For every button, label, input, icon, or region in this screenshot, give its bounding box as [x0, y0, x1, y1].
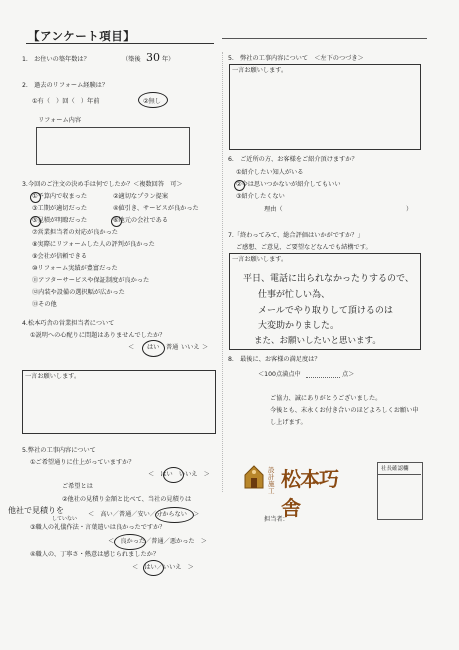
q6-opt1: ①紹介したい知人がいる	[236, 169, 304, 176]
q3-item: ⑬その他	[32, 301, 57, 308]
q5-label: 5.弊社の工事内容について	[22, 447, 96, 454]
q3-item: ③工期が適切だった	[32, 205, 88, 212]
q7-hand-line: 大変助かりました。	[258, 321, 340, 331]
q3-item: ①予算内で収まった	[32, 193, 88, 200]
q8-label: 8. 最後に、お客様の満足度は？	[228, 356, 321, 363]
q5-hand-note-2: していない	[52, 516, 78, 522]
q2-content-label: リフォーム内容	[38, 117, 82, 124]
thanks-line: ご協力、誠にありがとうございました。	[270, 395, 382, 402]
q3-item: ⑨会社が信頼できる	[32, 253, 88, 260]
q4-box-label: 一言お願いします。	[25, 373, 81, 380]
house-icon	[243, 464, 265, 490]
q7-box-label: 一言お願いします。	[232, 256, 288, 263]
q4-yes-circle	[142, 340, 165, 357]
stamp-label: 社長確認欄	[381, 466, 409, 472]
q3-item: ⑪アフターサービスや保証制度が良かった	[32, 277, 150, 284]
q6-opt2: ②今は思いつかないが紹介してもいい	[236, 181, 341, 188]
header-rule	[222, 38, 427, 39]
q2-option-no: ②無し	[143, 98, 161, 105]
q3-item: ⑦営業担当者の対応が良かった	[32, 229, 118, 236]
q7-hand-line: 平日、電話に出られなかったりするので、	[243, 274, 414, 284]
q5-s2: ご希望とは	[62, 483, 93, 490]
q8-score-unit: 点＞	[342, 371, 355, 378]
q3-circle-5	[30, 216, 41, 227]
r-q5-box-label: 一言お願いします。	[232, 67, 288, 74]
q7-hand-line: 仕事が忙しい為、	[258, 290, 331, 300]
q3-item: ⑥地元の会社である	[113, 217, 169, 224]
q3-circle-6	[111, 216, 122, 227]
q6-circle-2	[234, 180, 245, 191]
q6-label: 6. ご近所の方、お客様をご紹介頂けますか？	[228, 156, 358, 163]
title-underline	[26, 43, 214, 44]
q3-item: ⑫内装や設備の選択幅が広かった	[32, 289, 125, 296]
q4-open-bracket: ＜	[128, 344, 135, 351]
q2-selected-circle	[138, 92, 168, 108]
q6-opt3: ③紹介したくない	[236, 193, 285, 200]
q4-label: 4.松本巧舎の営業担当者について	[22, 320, 115, 327]
q3-item: ⑩リフォーム実績が豊富だった	[32, 265, 118, 272]
q5-s5-opts: ＜ はい／いいえ ＞	[132, 564, 194, 571]
q3-label: 3.今回のご注文の決め手は何でしたか？＜複数回答 可＞	[22, 181, 183, 188]
q5-hand-note-1: 他社で見積りを	[8, 506, 64, 515]
q4-sub: ①説明への心配りに問題はありませんでしたか？	[30, 332, 166, 339]
q3-item: ⑧実際にリフォームした人の評判が良かった	[32, 241, 155, 248]
q5-s3: ②他社の見積り金額と比べて、当社の見積りは	[62, 496, 192, 503]
q5-s5-circle	[143, 560, 164, 576]
q7-hand-line: また、お願いしたいと思います。	[254, 336, 381, 346]
q2-content-box	[36, 127, 190, 165]
q7-sub: ご感想、ご意見、ご要望などなんでも結構です。	[236, 244, 372, 251]
q5-s1-opts: ＜ はい いいえ ＞	[148, 471, 210, 478]
thanks-line: し上げます。	[270, 419, 307, 426]
q8-score-label: ＜100点満点中	[258, 371, 301, 378]
q3-circle-1	[30, 192, 41, 203]
q7-hand-line: メールでやり取りして頂けるのは	[258, 306, 393, 316]
q3-item: ⑤見積が明瞭だった	[32, 217, 88, 224]
column-divider	[222, 52, 223, 492]
q2-option-yes: ①有（ ）回（ ）年前	[32, 98, 100, 105]
r-q5-comment-box	[229, 64, 421, 150]
q3-item: ②適切なプラン提案	[113, 193, 169, 200]
q5-s4: ③職人の礼儀作法・言葉遣いは良かったですか？	[30, 524, 166, 531]
thanks-line: 今後とも、末永くお付き合いのほどよろしくお願い申	[270, 407, 419, 414]
q4-no: いいえ	[181, 344, 200, 351]
q3-item: ④値引き、サービスが良かった	[113, 205, 199, 212]
logo-name: 松本巧舎	[281, 467, 338, 520]
q4-yes: はい	[147, 344, 160, 351]
q5-s5: ④職人の、丁寧さ・熱意は感じられましたか？	[30, 551, 160, 558]
q5-s1: ①ご希望通りに仕上がっていますか？	[30, 459, 135, 466]
stamp-divider	[378, 474, 421, 475]
r-q5-label: 5. 弊社の工事内容について ＜左下のつづき＞	[228, 55, 364, 62]
q5-s4-opts: ＜ 良かった／普通／悪かった ＞	[108, 538, 207, 545]
q6-reason: 理由（	[264, 206, 283, 213]
q1-suffix: 年）	[162, 56, 175, 63]
q2-label: 2. 過去のリフォーム経験は？	[22, 82, 109, 89]
q1-prefix: （築後	[122, 56, 141, 63]
q1-years-value: 30	[146, 51, 160, 64]
staff-label: 担当者：	[264, 516, 289, 523]
q4-close-bracket: ＞	[202, 344, 209, 351]
q5-s1-circle	[163, 467, 184, 483]
q6-reason-close: ）	[406, 206, 413, 213]
q7-label: 7.「終わってみて、総合評価はいかがですか？」	[228, 232, 364, 239]
q8-score-line	[306, 377, 340, 378]
logo-prefix: 設計施工	[268, 466, 275, 495]
q1-label: 1. お住いの築年数は？	[22, 56, 90, 63]
q5-s3-opts: ＜ 高い／普通／安い／分からない ＞	[88, 511, 200, 518]
q5-s4-circle	[114, 534, 146, 550]
q4-mid: 普通	[166, 344, 179, 351]
page-title: 【アンケート項目】	[28, 29, 136, 43]
q5-s3-circle	[155, 507, 194, 523]
